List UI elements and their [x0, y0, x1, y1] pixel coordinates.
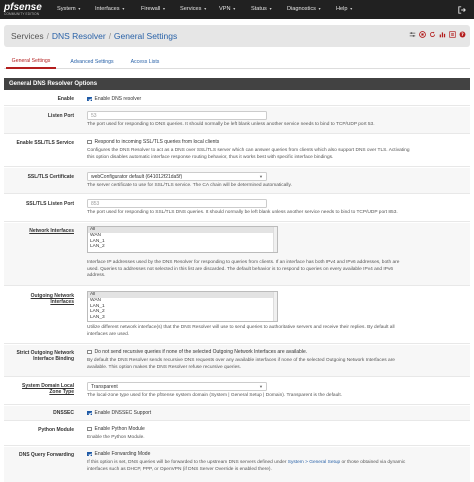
- outgoing-label-line-2: Interfaces: [50, 299, 74, 305]
- cert-value: webConfigurator default (641012f21da5f): [91, 173, 183, 180]
- menu-label: Firewall: [141, 6, 161, 12]
- select-arrow-icon: ▼: [259, 174, 263, 179]
- listen-port-help: The port used for responding to DNS queries. It should normally be left blank unless another service needs to bind to TCP/UDP port 53.: [87, 122, 375, 127]
- listbox-option[interactable]: All: [88, 292, 277, 298]
- menu-interfaces[interactable]: [95, 6, 125, 12]
- row-network-interfaces: [4, 223, 470, 286]
- menu-diagnostics[interactable]: [287, 6, 321, 12]
- domain-zone-select[interactable]: [87, 382, 267, 391]
- caret-down-icon: ▼: [317, 7, 322, 11]
- cert-select[interactable]: [87, 172, 267, 181]
- network-interfaces-help-2: used. Queries to addresses not selected in this list are discarded. The default behavior is to respond to queries on every available IPv4 and IPv6: [87, 266, 394, 272]
- caret-down-icon: ▼: [121, 7, 126, 11]
- ssl-tls-text: Respond to incoming SSL/TLS queries from local clients: [94, 139, 220, 145]
- caret-down-icon: ▼: [162, 7, 166, 11]
- top-navbar: [0, 0, 474, 19]
- listbox-option[interactable]: LAN_2: [90, 244, 105, 250]
- listbox-option[interactable]: WAN: [90, 297, 102, 303]
- menu-label: Help: [336, 6, 348, 12]
- logo-main-text: sense: [13, 2, 42, 13]
- menu-vpn[interactable]: [219, 6, 236, 12]
- row-tls-port: [4, 195, 470, 222]
- network-interfaces-help-1: Interface IP addresses used by the DNS Resolver for responding to queries from clients. If an interface has both IPv4 and IPv6 addresses, both are: [87, 260, 400, 265]
- caret-down-icon: ▼: [349, 7, 353, 11]
- dnssec-label: DNSSEC: [53, 410, 74, 416]
- tls-port-help: The port used for responding to SSL/TLS DNS queries. It should normally be left blank unless another service needs to bind to TCP/UDP port 853.: [87, 210, 398, 215]
- outgoing-label-line-1: Outgoing Network: [30, 293, 74, 299]
- menu-label: Services: [180, 6, 202, 12]
- domain-zone-help: The local-zone type used for the pfSense system domain (System | General Setup | Domain). Transparent is the default.: [87, 393, 342, 398]
- select-arrow-icon: ▼: [259, 384, 263, 389]
- network-interfaces-help-3: address.: [87, 273, 106, 278]
- listbox-option[interactable]: LAN_1: [90, 238, 105, 244]
- python-checkbox[interactable]: [87, 427, 92, 432]
- ssl-tls-control: [87, 139, 468, 145]
- logo-edition: COMMUNITY EDITION: [4, 12, 40, 16]
- dnssec-text: Enable DNSSEC Support: [94, 410, 152, 416]
- row-cert: [4, 168, 470, 194]
- logout-area: [458, 0, 466, 19]
- python-help: Enable the Python Module.: [87, 435, 145, 440]
- menu-services[interactable]: [180, 6, 207, 12]
- tab-bar: [4, 55, 470, 69]
- dnssec-checkbox[interactable]: [87, 411, 92, 416]
- enable-text: Enable DNS resolver: [94, 96, 142, 102]
- cert-help: The server certificate to use for SSL/TLS service. The CA chain will be determined automatically.: [87, 183, 292, 188]
- breadcrumb: [4, 25, 470, 47]
- strict-outgoing-text: Do not send recursive queries if none of the selected Outgoing Network Interfaces are available.: [94, 349, 308, 355]
- crumb-services: Services: [11, 31, 44, 41]
- tls-port-input[interactable]: 853: [87, 199, 267, 208]
- cert-label: SSL/TLS Certificate: [27, 174, 74, 180]
- menu-label: Interfaces: [95, 6, 120, 12]
- row-ssl-tls: [4, 135, 470, 167]
- menu-help[interactable]: [336, 6, 353, 12]
- row-listen-port: [4, 107, 470, 134]
- crumb-general-settings[interactable]: General Settings: [113, 31, 178, 41]
- forwarding-checkbox[interactable]: [87, 452, 92, 457]
- stop-icon[interactable]: [419, 31, 426, 38]
- logo-prefix: pf: [4, 2, 14, 13]
- strict-label-line-1: Strict Outgoing Network: [16, 350, 74, 356]
- svg-text:?: ?: [461, 33, 464, 38]
- menu-label: System: [57, 6, 76, 12]
- ssl-tls-label: Enable SSL/TLS Service: [16, 140, 74, 146]
- zone-label-line-2: Zone Type: [49, 389, 74, 395]
- strict-outgoing-help-1: By default the DNS Resolver sends recursive DNS requests over any available interfaces if none of the selected Outgoing Network Interfaces are: [87, 358, 395, 363]
- forwarding-help-2: interfaces such as DHCP, PPP, or OpenVPN (if DNS Server Override is enabled there).: [87, 466, 272, 472]
- tab-general-settings[interactable]: General Settings: [6, 55, 56, 69]
- panel-title: General DNS Resolver Options: [4, 78, 470, 90]
- listbox-scrollbar[interactable]: [273, 292, 277, 321]
- sliders-icon[interactable]: [409, 31, 416, 38]
- outgoing-interfaces-listbox[interactable]: [87, 291, 278, 322]
- reload-icon[interactable]: [429, 31, 436, 38]
- strict-label-line-2: Interface Binding: [33, 356, 74, 362]
- tls-port-label: SSL/TLS Listen Port: [25, 201, 74, 207]
- listbox-scrollbar[interactable]: [273, 227, 277, 252]
- zone-label-line-1: System Domain Local: [22, 383, 74, 389]
- forwarding-help-post: or those obtained via dynamic: [340, 460, 406, 465]
- caret-down-icon: ▼: [77, 7, 82, 11]
- forwarding-text: Enable Forwarding Mode: [94, 451, 151, 457]
- help-icon[interactable]: [459, 31, 466, 38]
- forwarding-label: DNS Query Forwarding: [18, 452, 74, 458]
- logout-icon[interactable]: [458, 6, 466, 14]
- menu-label: VPN: [219, 6, 231, 12]
- python-label: Python Module: [38, 427, 74, 433]
- listen-port-label: Listen Port: [47, 113, 74, 119]
- dnssec-control: [87, 410, 468, 416]
- python-control: [87, 426, 468, 432]
- strict-outgoing-label: [4, 350, 74, 362]
- listbox-option[interactable]: LAN_1: [90, 303, 105, 309]
- tab-access-lists[interactable]: Access Lists: [130, 59, 160, 65]
- enable-label: Enable: [57, 96, 74, 102]
- python-text: Enable Python Module: [94, 426, 145, 432]
- domain-zone-value: Transparent: [91, 383, 118, 390]
- menu-status[interactable]: [251, 6, 272, 12]
- ssl-tls-help-1: Configures the DNS Resolver to act as a DNS over SSL/TLS server which can answer queries from clients which also support DNS over TLS. Activating: [87, 148, 410, 153]
- breadcrumb-actions: [409, 31, 466, 38]
- network-interfaces-listbox[interactable]: [87, 226, 278, 253]
- outgoing-interfaces-help-2: interfaces are used.: [87, 331, 130, 337]
- forwarding-control: [87, 451, 468, 457]
- crumb-separator: /: [46, 31, 49, 41]
- tab-advanced-settings[interactable]: Advanced Settings: [70, 59, 114, 65]
- listbox-option[interactable]: LAN_2: [90, 309, 105, 315]
- ssl-tls-help-2: this option disables automatic interface response routing behavior, thus it works best with specific interface bindings.: [87, 154, 334, 160]
- menu-system[interactable]: [57, 6, 81, 12]
- listen-port-input[interactable]: 53: [87, 111, 267, 120]
- menu-label: Diagnostics: [287, 6, 316, 12]
- row-dnssec: [4, 406, 470, 421]
- enable-checkbox[interactable]: [87, 97, 92, 102]
- ssl-tls-checkbox[interactable]: [87, 140, 92, 145]
- crumb-separator: /: [108, 31, 111, 41]
- row-enable: [4, 93, 470, 106]
- strict-outgoing-checkbox[interactable]: [87, 350, 92, 355]
- row-domain-zone: [4, 378, 470, 405]
- row-strict-outgoing: [4, 345, 470, 377]
- strict-outgoing-help-2: available. This option makes the DNS Resolver refuse recursive queries.: [87, 364, 242, 370]
- outgoing-interfaces-help-1: Utilize different network interface(s) that the DNS Resolver will use to send queries to authoritative servers and receive their replies. By default all: [87, 325, 395, 330]
- strict-outgoing-control: [87, 349, 468, 355]
- caret-down-icon: ▼: [232, 7, 236, 11]
- caret-down-icon: ▼: [203, 7, 207, 11]
- domain-zone-label[interactable]: [4, 383, 74, 395]
- forwarding-help-1: [87, 460, 405, 466]
- listbox-option[interactable]: LAN_3: [90, 315, 105, 321]
- listbox-option[interactable]: All: [88, 227, 277, 233]
- network-interfaces-label[interactable]: Network Interfaces: [29, 228, 74, 234]
- forwarding-help-pre: If this option is set, DNS queries will be forwarded to the upstream DNS servers defined under: [87, 460, 288, 465]
- chart-icon[interactable]: [439, 31, 446, 38]
- list-icon[interactable]: [449, 31, 456, 38]
- menu-firewall[interactable]: [141, 6, 166, 12]
- pfsense-logo[interactable]: [0, 0, 50, 19]
- general-setup-link[interactable]: System > General Setup: [287, 460, 341, 465]
- row-python: [4, 422, 470, 446]
- caret-down-icon: ▼: [268, 7, 273, 11]
- row-forwarding: [4, 447, 470, 482]
- listbox-option[interactable]: WAN: [90, 232, 102, 238]
- outgoing-interfaces-label[interactable]: [4, 293, 74, 305]
- enable-control: [87, 96, 468, 102]
- row-outgoing-interfaces: [4, 287, 470, 344]
- crumb-dns-resolver[interactable]: DNS Resolver: [51, 31, 106, 41]
- menu-label: Status: [251, 6, 267, 12]
